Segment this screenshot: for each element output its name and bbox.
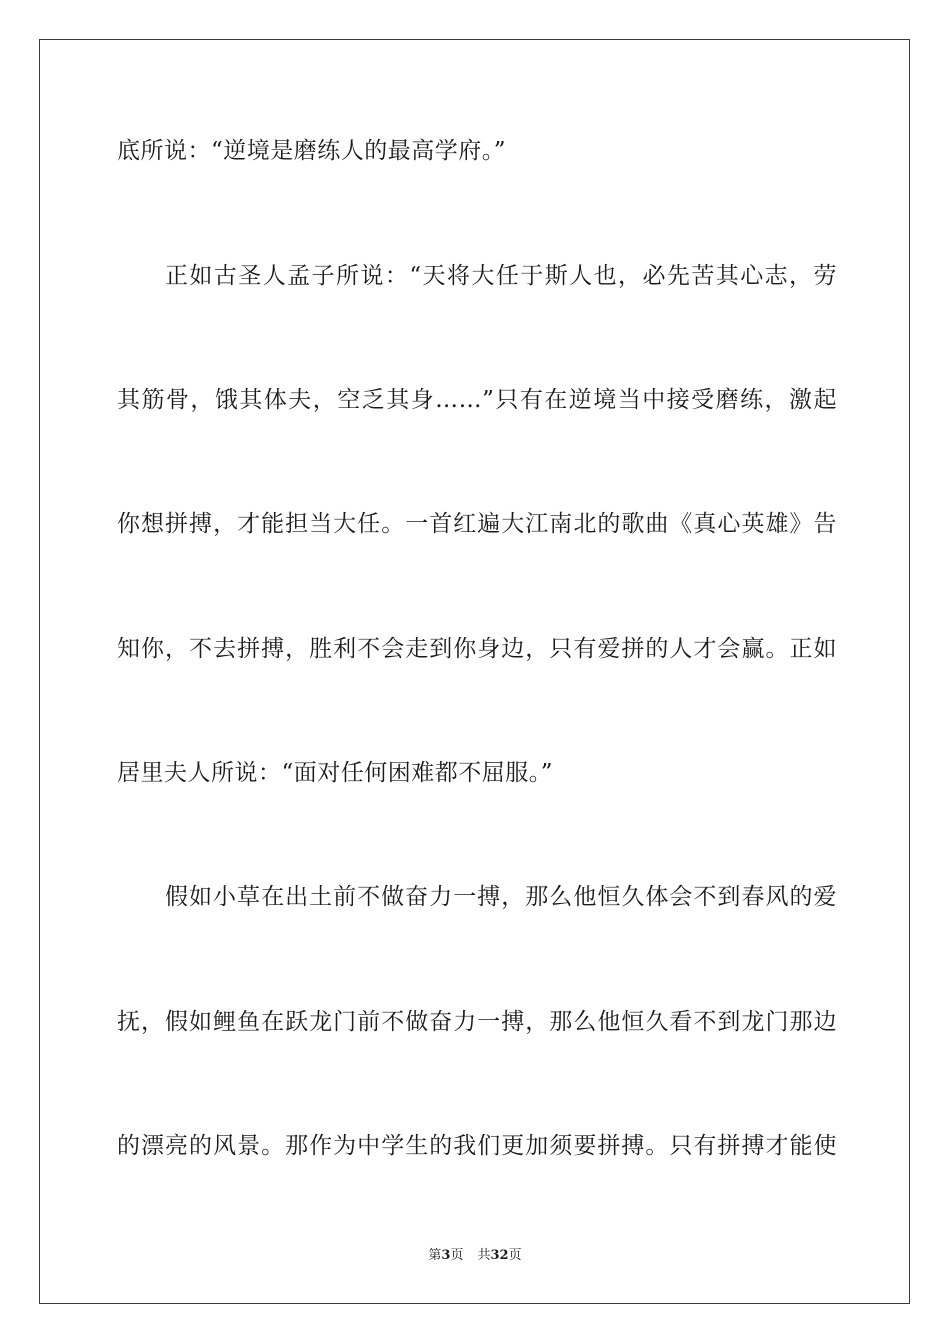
text-line: 抚，假如鲤鱼在跃龙门前不做奋力一搏，那么他恒久看不到龙门那边 [117,1009,837,1035]
text-line: 你想拼搏，才能担当大任。一首红遍大江南北的歌曲《真心英雄》告 [117,511,837,537]
page-border [39,39,910,1304]
total-page-number: 32 [490,1248,509,1263]
text-line: 其筋骨，饿其体夫，空乏其身……”只有在逆境当中接受磨练，激起 [117,387,837,413]
total-label-suffix: 页 [508,1248,522,1263]
page-footer [0,1248,950,1264]
page-label-suffix: 页 [450,1248,464,1263]
total-label-prefix: 共 [477,1248,491,1263]
current-page-number: 3 [441,1248,451,1263]
text-line: 知你，不去拼搏，胜利不会走到你身边，只有爱拼的人才会赢。正如 [117,636,837,662]
text-line: 假如小草在出土前不做奋力一搏，那么他恒久体会不到春风的爱 [165,884,837,910]
text-line: 居里夫人所说：“面对任何困难都不屈服。” [117,760,554,786]
text-line: 底所说：“逆境是磨练人的最高学府。” [117,138,507,164]
page-label-prefix: 第 [428,1248,442,1263]
text-line: 的漂亮的风景。那作为中学生的我们更加须要拼搏。只有拼搏才能使 [117,1133,837,1159]
text-line: 正如古圣人孟子所说：“天将大任于斯人也，必先苦其心志，劳 [165,263,837,289]
